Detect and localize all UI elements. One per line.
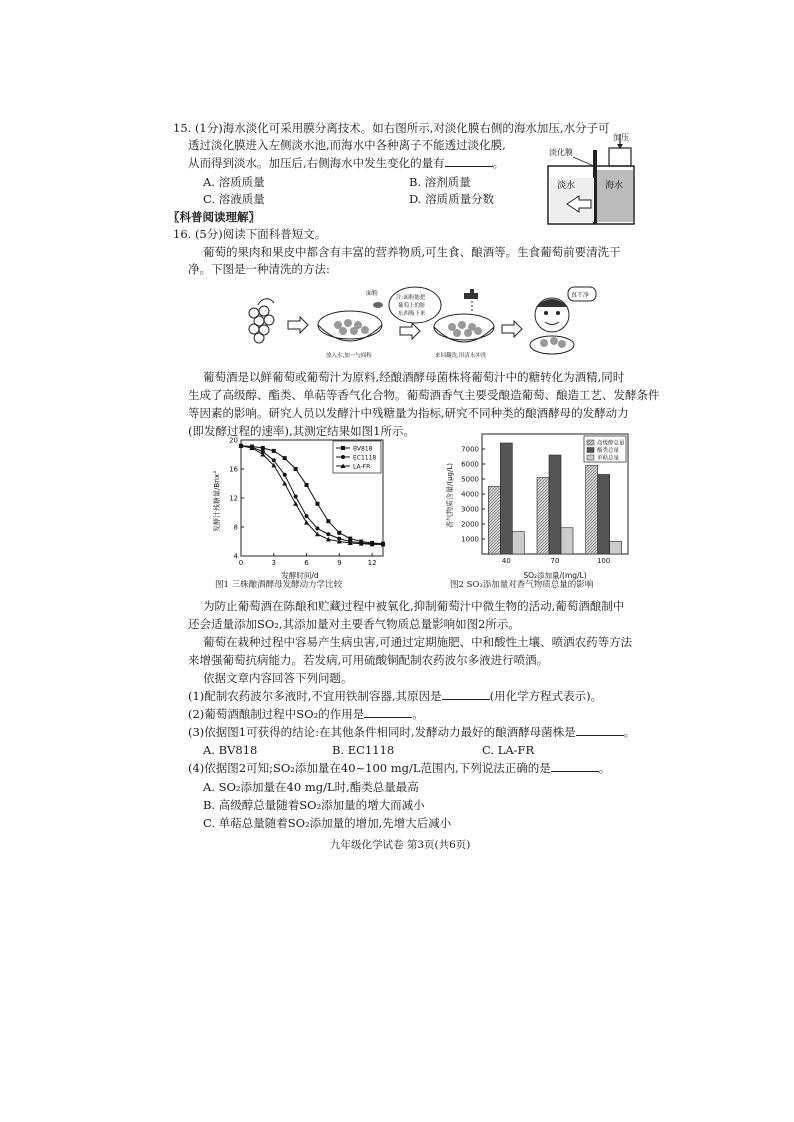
note-line3: 东西吸下来 bbox=[398, 311, 426, 317]
sub3-end: 。 bbox=[623, 725, 636, 739]
chart2-legend-swatch bbox=[587, 448, 594, 453]
q15-line3 bbox=[188, 156, 504, 171]
chart2-bar bbox=[598, 475, 610, 555]
q16-sub1 bbox=[188, 689, 602, 704]
chart2-bar bbox=[512, 532, 524, 555]
q15-line1: 15. (1分)海水淡化可采用膜分离技术。如右图所示,对淡化膜右侧的海水加压,水分子可 bbox=[173, 121, 610, 135]
spoon-icon bbox=[373, 302, 383, 308]
sub3-option-a[interactable]: A. BV818 bbox=[203, 743, 258, 757]
answer-blank[interactable] bbox=[551, 761, 599, 772]
note-bubble bbox=[389, 287, 441, 323]
chart1-ytick-label: 12 bbox=[229, 494, 238, 503]
faucet-icon bbox=[464, 289, 478, 313]
answer-blank[interactable] bbox=[445, 156, 493, 167]
sub4-end: 。 bbox=[598, 761, 611, 775]
q15-option-d[interactable]: D. 溶质质量分数 bbox=[409, 192, 495, 206]
step2-caption: 来回翻洗,用清水冲洗 bbox=[435, 353, 487, 359]
chart1-point bbox=[304, 520, 309, 525]
section-title: 〖科普阅读理解〗 bbox=[168, 210, 260, 224]
chart2-bar bbox=[561, 528, 573, 554]
sub3-option-c[interactable]: C. LA-FR bbox=[482, 743, 535, 757]
chart1-ytick-label: 16 bbox=[229, 465, 238, 474]
chart2-legend-label: 高级醇总量 bbox=[597, 440, 625, 447]
pressure-label: 加压 bbox=[613, 133, 629, 142]
chart1-point bbox=[261, 446, 265, 450]
chart1-legend-label: LA-FR bbox=[353, 463, 371, 471]
q15-option-b[interactable]: B. 溶剂质量 bbox=[409, 175, 471, 189]
chart2-category-label: 40 bbox=[501, 557, 511, 565]
clean-label: 真干净 bbox=[571, 292, 590, 299]
chart1-point bbox=[272, 458, 276, 462]
chart2-ytick-label: 1000 bbox=[461, 535, 479, 544]
sea-water-label: 海水 bbox=[605, 181, 624, 191]
membrane-label: 淡化膜 bbox=[549, 148, 573, 157]
q16-p4-line1: 葡萄在栽种过程中容易产生病虫害,可通过定期施肥、中和酸性土壤、喷洒农药等方法 bbox=[203, 635, 633, 649]
sub3-text: (3)依据图1可获得的结论:在其他条件相同时,发酵动力最好的酿酒酵母菌株是 bbox=[188, 725, 576, 739]
bowl-icon bbox=[318, 311, 382, 341]
note-line2: 葡萄上的脏 bbox=[398, 303, 426, 309]
chart1-legend-label: BV818 bbox=[353, 445, 373, 453]
q16-p2-line3: 等因素的影响。研究人员以发酵汁中残糖量为指标,研究不同种类的酿酒酵母的发酵动力 bbox=[188, 406, 629, 420]
chart1-point bbox=[326, 532, 330, 536]
q16-sub2 bbox=[188, 707, 424, 722]
sub3-option-b[interactable]: B. EC1118 bbox=[332, 743, 395, 757]
chart2-ytick-label: 2000 bbox=[461, 520, 479, 529]
chart2-bar bbox=[549, 455, 561, 554]
grape-icon bbox=[249, 299, 274, 343]
q16-sub4 bbox=[188, 761, 610, 776]
chart1-legend-marker bbox=[341, 446, 345, 450]
chart1-point bbox=[337, 531, 341, 535]
chart1-xlabel: 发酵时间/d bbox=[281, 571, 319, 580]
chart2-ytick-label: 6000 bbox=[461, 460, 479, 469]
chart1-ylabel: 发酵汁残糖量/Brix° bbox=[213, 470, 221, 532]
answer-blank[interactable] bbox=[442, 689, 490, 700]
chart1-point bbox=[283, 456, 287, 460]
chart1-point bbox=[294, 495, 298, 499]
sub1-end: (用化学方程式表示)。 bbox=[489, 689, 603, 703]
chart2-bar bbox=[610, 541, 622, 554]
fresh-water-label: 淡水 bbox=[557, 181, 576, 191]
chart1-point bbox=[283, 473, 287, 477]
q16-p1-line1: 葡萄的果肉和果皮中都含有丰富的营养物质,可生食、酿酒等。生食葡萄前要清洗干 bbox=[203, 245, 621, 259]
chart1-point bbox=[326, 537, 331, 542]
chart1-point bbox=[294, 467, 298, 471]
chart1-ytick-label: 20 bbox=[229, 436, 238, 445]
q16-p3-line2: 还会适量添加SO₂,其添加量对主要香气物质总量影响如图2所示。 bbox=[188, 617, 520, 631]
sub4-option-b[interactable]: B. 高级醇总量随着SO₂添加量的增大而减小 bbox=[203, 798, 425, 812]
chart2-category-label: 100 bbox=[596, 557, 611, 565]
chart2-ytick-label: 5000 bbox=[461, 475, 479, 484]
q16-intro: 16. (5分)阅读下面科普短文。 bbox=[173, 227, 327, 241]
q15-line3-text: 从而得到淡水。加压后,右侧海水中发生变化的量有 bbox=[188, 156, 445, 170]
arrow-icon bbox=[502, 321, 522, 337]
chart1-xtick-label: 0 bbox=[238, 559, 244, 567]
chart1-point bbox=[305, 514, 309, 518]
sub4-text: (4)依据图2可知;SO₂添加量在40~100 mg/L范围内,下列说法正确的是 bbox=[188, 761, 551, 775]
note-line1: 注:面粉能把 bbox=[396, 295, 426, 301]
q16-p1-line2: 净。下图是一种清洗的方法: bbox=[188, 262, 330, 276]
washing-illustration bbox=[240, 285, 600, 365]
figure1-line-chart bbox=[205, 432, 395, 580]
child-eating-icon bbox=[530, 298, 574, 354]
speech-bubble bbox=[568, 287, 596, 301]
q16-sub3 bbox=[188, 725, 635, 740]
q16-p2-line2: 生成了高级醇、酯类、单萜等香气化合物。葡萄酒香气主要受酿造葡萄、酿造工艺、发酵条件 bbox=[188, 388, 660, 402]
chart1-xtick-label: 9 bbox=[337, 559, 342, 567]
chart1-ytick-label: 4 bbox=[233, 552, 238, 561]
chart1-xtick-label: 6 bbox=[304, 559, 309, 567]
chart2-legend-label: 单萜总量 bbox=[597, 455, 620, 462]
chart1-point bbox=[272, 449, 276, 453]
bowl-icon bbox=[434, 314, 494, 342]
chart1-legend-marker bbox=[341, 455, 345, 459]
chart2-ytick-label: 4000 bbox=[461, 490, 479, 499]
chart2-bar bbox=[537, 478, 549, 555]
chart1-point bbox=[282, 481, 287, 486]
sub2-text: (2)葡萄酒酿制过程中SO₂的作用是 bbox=[188, 707, 365, 721]
chart1-xtick-label: 3 bbox=[271, 559, 277, 567]
chart2-title: 图2 SO₂添加量对香气物质总量的影响 bbox=[450, 580, 594, 590]
q16-p4-line2: 来增强葡萄抗病能力。若发病,可用硫酸铜配制农药波尔多液进行喷洒。 bbox=[188, 653, 549, 667]
chart1-ytick-label: 8 bbox=[233, 523, 238, 532]
answer-blank[interactable] bbox=[364, 707, 412, 718]
chart2-bar bbox=[488, 487, 500, 555]
membrane-figure bbox=[545, 130, 645, 230]
page-footer: 九年级化学试卷 第3页(共6页) bbox=[330, 839, 471, 851]
q16-p2-line1: 葡萄酒是以鲜葡萄或葡萄汁为原料,经酿酒酵母菌株将葡萄汁中的糖转化为酒精,同时 bbox=[203, 370, 625, 384]
figure2-bar-chart bbox=[440, 428, 635, 580]
sub2-end: 。 bbox=[412, 707, 424, 721]
arrow-icon bbox=[288, 317, 308, 333]
chart2-category-label: 70 bbox=[550, 557, 560, 565]
chart2-ytick-label: 7000 bbox=[461, 445, 479, 454]
chart2-xlabel: SO₂添加量/(mg/L) bbox=[523, 571, 587, 580]
q16-p3-line1: 为防止葡萄酒在陈酿和贮藏过程中被氧化,抑制葡萄汁中微生物的活动,葡萄酒酿制中 bbox=[203, 599, 625, 613]
q15-line2: 透过淡化膜进入左侧淡水池,而海水中各种离子不能透过淡化膜, bbox=[188, 138, 506, 152]
chart2-ytick-label: 3000 bbox=[461, 505, 479, 514]
q16-p5: 依据文章内容回答下列问题。 bbox=[203, 671, 353, 685]
q16-p2-line4: (即发酵过程的速率),其测定结果如图1所示。 bbox=[188, 424, 415, 438]
flour-label: 面粉 bbox=[366, 290, 379, 297]
q15-option-c[interactable]: C. 溶液质量 bbox=[203, 192, 265, 206]
chart1-point bbox=[305, 483, 309, 487]
q15-line3-end: 。 bbox=[492, 156, 505, 170]
chart1-title: 图1 三株酿酒酵母发酵动力学比较 bbox=[215, 580, 343, 590]
chart1-point bbox=[293, 501, 298, 506]
chart1-point bbox=[326, 519, 330, 523]
chart2-ylabel: 香气物质含量/(μg/L) bbox=[446, 463, 454, 528]
chart2-bar bbox=[500, 443, 512, 554]
arrow-icon bbox=[400, 323, 420, 339]
chart2-bar bbox=[586, 466, 598, 555]
chart1-point bbox=[315, 502, 319, 506]
chart2-legend-swatch bbox=[587, 455, 594, 460]
chart1-legend-label: EC1118 bbox=[353, 454, 377, 462]
chart1-point bbox=[315, 526, 319, 530]
step1-caption: 放入水,加一勺面粉 bbox=[326, 353, 372, 359]
sub4-option-a[interactable]: A. SO₂添加量在40 mg/L时,酯类总量最高 bbox=[203, 780, 419, 794]
chart1-xtick-label: 12 bbox=[367, 559, 377, 567]
chart2-legend-swatch bbox=[587, 440, 594, 445]
chart2-legend-label: 酯类总量 bbox=[597, 448, 620, 454]
answer-blank[interactable] bbox=[576, 725, 624, 736]
sub4-option-c[interactable]: C. 单萜总量随着SO₂添加量的增加,先增大后减小 bbox=[203, 816, 452, 830]
sub1-text: (1)配制农药波尔多液时,不宜用铁制容器,其原因是 bbox=[188, 689, 442, 703]
q15-option-a[interactable]: A. 溶质质量 bbox=[203, 175, 265, 189]
